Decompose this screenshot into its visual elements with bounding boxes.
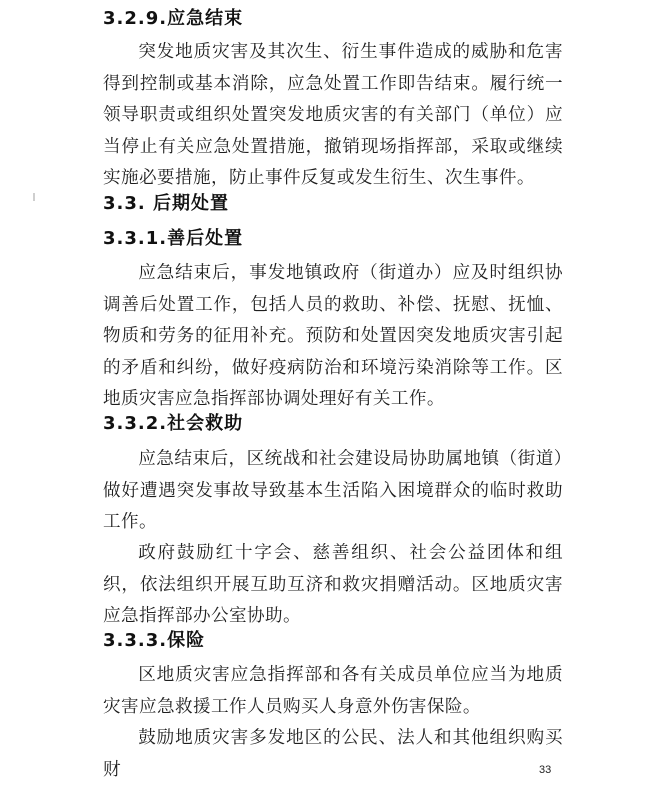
paragraph-emergency-end: 突发地质灾害及其次生、衍生事件造成的威胁和危害得到控制或基本消除，应急处置工作即告结束。履行统一领导职责或组织处置突发地质灾害的有关部门（单位）应当停止有关应急处置措施，撤销现场指挥部，采取或继续实施必要措施，防止事件反复或发生衍生、次生事件。 (103, 42, 563, 188)
heading-3-3-3: 3.3.3.保险 (103, 630, 206, 651)
paragraph-social-relief: 应急结束后，区统战和社会建设局协助属地镇（街道）做好遭遇突发事故导致基本生活陷入困境群众的临时救助工作。 (103, 449, 563, 532)
paragraph-donations: 政府鼓励红十字会、慈善组织、社会公益团体和组织，依法组织开展互助互济和救灾捐赠活动。区地质灾害应急指挥部办公室协助。 (103, 543, 563, 626)
heading-3-3: 3.3. 后期处置 (103, 193, 229, 214)
paragraph-insurance: 区地质灾害应急指挥部和各有关成员单位应当为地质灾害应急救援工作人员购买人身意外伤害保险。 (103, 665, 563, 717)
page-number: 33 (539, 764, 552, 776)
paragraph-aftermath: 应急结束后，事发地镇政府（街道办）应及时组织协调善后处置工作，包括人员的救助、补偿、抚慰、抚恤、物质和劳务的征用补充。预防和处置因突发地质灾害引起的矛盾和纠纷，做好疫病防治和环境污染消除等工作。区地质灾害应急指挥部协调处理好有关工作。 (103, 263, 563, 409)
scan-margin-mark (33, 193, 35, 201)
heading-3-2-9: 3.2.9.应急结束 (103, 8, 244, 29)
heading-3-3-1: 3.3.1.善后处置 (103, 228, 244, 249)
paragraph-encourage-insurance: 鼓励地质灾害多发地区的公民、法人和其他组织购买财 (103, 728, 563, 780)
heading-3-3-2: 3.3.2.社会救助 (103, 413, 244, 434)
